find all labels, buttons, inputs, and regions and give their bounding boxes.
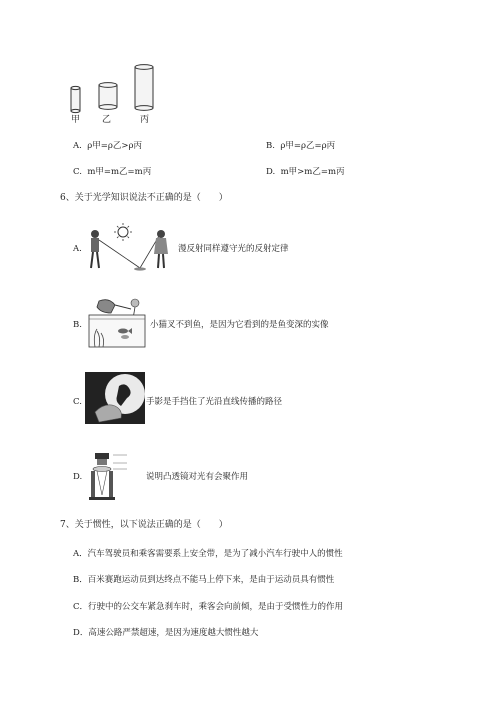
option-text: ρ甲=ρ乙>ρ丙: [87, 141, 142, 151]
q5-option-d[interactable]: [266, 166, 345, 178]
option-letter: D.: [266, 167, 276, 177]
q5-option-b[interactable]: [266, 140, 335, 152]
option-text: ρ甲=ρ乙=ρ丙: [280, 141, 336, 151]
q7-option-a[interactable]: A．汽车驾驶员和乘客需要系上安全带，是为了减小汽车行驶中人的惯性: [73, 549, 343, 559]
option-text: m甲=m乙=m丙: [87, 167, 152, 177]
cat-fish-image: [85, 295, 147, 349]
option-letter: B.: [266, 141, 275, 151]
q5-option-c[interactable]: [73, 166, 151, 178]
q6-option-d-letter[interactable]: D.: [73, 472, 83, 482]
q6-option-b-text: 小猫叉不到鱼，是因为它看到的是鱼变深的实像: [150, 320, 329, 330]
cylinder-label-jia: 甲: [71, 115, 81, 125]
cylinders-figure: [60, 60, 170, 120]
cylinder-jia: [71, 86, 80, 112]
cylinder-bing: [135, 65, 153, 111]
q6-option-a-text: 漫反射同样遵守光的反射定律: [178, 244, 289, 254]
q6-option-b-letter[interactable]: B.: [73, 320, 82, 330]
q5-option-a[interactable]: [73, 140, 142, 152]
hand-shadow-image: [85, 372, 145, 424]
convex-lens-image: [87, 447, 143, 501]
cylinders-drawing: [60, 60, 170, 120]
diffuse-reflection-image: [85, 222, 175, 274]
q6-option-a-letter[interactable]: A.: [73, 244, 82, 254]
option-text: m甲>m乙=m丙: [280, 167, 345, 177]
q7-stem: 7、关于惯性，以下说法正确的是（ ）: [60, 520, 228, 530]
q6-option-c-letter[interactable]: C.: [73, 397, 82, 407]
q6-option-c-text: 手影是手挡住了光沿直线传播的路径: [146, 397, 283, 407]
cylinder-label-bing: 丙: [140, 115, 150, 125]
option-letter: A.: [73, 141, 82, 151]
q6-option-d-text: 说明凸透镜对光有会聚作用: [146, 472, 249, 482]
option-letter: C.: [73, 167, 82, 177]
q7-option-c[interactable]: C．行驶中的公交车紧急刹车时，乘客会向前倾，是由于受惯性力的作用: [73, 602, 344, 612]
q6-stem: 6、关于光学知识说法不正确的是（ ）: [60, 193, 228, 203]
cylinder-label-yi: 乙: [102, 115, 112, 125]
cylinder-yi: [99, 83, 117, 110]
q7-option-b[interactable]: B．百米赛跑运动员到达终点不能马上停下来，是由于运动员具有惯性: [73, 575, 335, 585]
q7-option-d[interactable]: D．高速公路严禁超速，是因为速度越大惯性越大: [73, 628, 259, 638]
